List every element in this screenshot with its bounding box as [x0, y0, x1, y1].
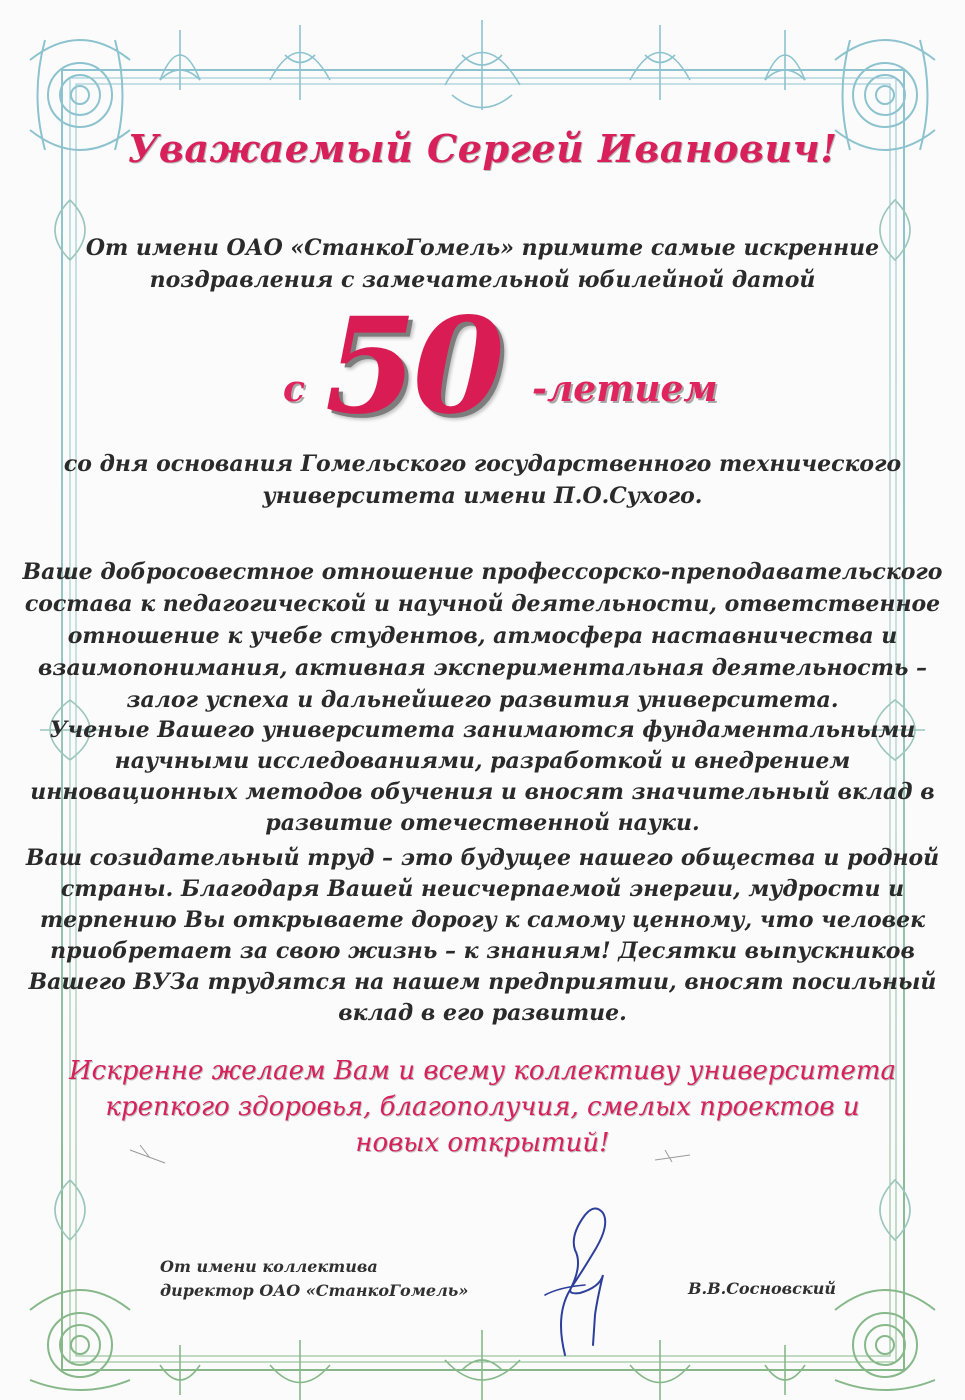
- anniversary-number: 50: [325, 289, 501, 444]
- intro-line: От имени ОАО «СтанкоГомель» примите самые искренние: [85, 235, 880, 261]
- paragraph-2: [0, 715, 965, 839]
- bottom-ornaments: [160, 1330, 805, 1400]
- top-ornaments: [160, 20, 805, 110]
- corner-ornament-bottom-right: [835, 1290, 935, 1390]
- wishes-line: Искренне желаем Вам и всему коллективу университета: [68, 1056, 897, 1086]
- signatory-title: [160, 1255, 468, 1303]
- intro-line: поздравления с замечательной юбилейной датой: [149, 267, 816, 293]
- paragraph-line: страны. Благодаря Вашей неисчерпаемой энергии, мудрости и: [60, 876, 905, 902]
- corner-ornament-bottom-left: [30, 1290, 130, 1390]
- greeting-title: Уважаемый Сергей Иванович!: [127, 126, 838, 171]
- paragraph-line: вклад в его развитие.: [338, 1000, 627, 1026]
- paragraph-line: Ваше добросовестное отношение профессорско-преподавательского: [22, 559, 943, 585]
- paragraph-line: залог успеха и дальнейшего развития университета.: [126, 687, 839, 713]
- paragraph-line: инновационных методов обучения и вносят значительный вклад в: [30, 779, 935, 805]
- paragraph-line: приобретает за свою жизнь – к знаниям! Десятки выпускников: [50, 938, 915, 964]
- paragraph-line: терпению Вы открываете дорогу к самому ценному, что человек: [40, 907, 925, 933]
- signatory-line: От имени коллектива: [160, 1257, 378, 1276]
- paragraph-line: Ваш созидательный труд – это будущее нашего общества и родной: [25, 845, 940, 871]
- paragraph-1: [0, 556, 965, 716]
- paragraph-line: отношение к учебе студентов, атмосфера наставничества и: [67, 623, 898, 649]
- signatory-line: директор ОАО «СтанкоГомель»: [160, 1281, 469, 1300]
- intro-text: [0, 232, 965, 296]
- signatory-name: В.В.Сосновский: [688, 1279, 837, 1298]
- wishes-line: новых открытий!: [355, 1128, 610, 1158]
- anniversary-suffix: -летием: [532, 368, 718, 410]
- paragraph-line: развитие отечественной науки.: [265, 810, 700, 836]
- founding-line: университета имени П.О.Сухого.: [262, 483, 703, 509]
- anniversary-prefix: с: [283, 368, 305, 410]
- paragraph-line: Ученые Вашего университета занимаются фундаментальными: [49, 717, 916, 743]
- anniversary-banner: [0, 289, 965, 444]
- wishes-text: [0, 1053, 965, 1161]
- paragraph-line: научными исследованиями, разработкой и внедрением: [114, 748, 851, 774]
- paragraph-line: состава к педагогической и научной деятельности, ответственное: [24, 591, 941, 617]
- founding-text: [0, 448, 965, 512]
- wishes-line: крепкого здоровья, благополучия, смелых проектов и: [105, 1092, 860, 1122]
- founding-line: со дня основания Гомельского государственного технического: [63, 451, 902, 477]
- handwritten-signature: [525, 1195, 645, 1365]
- paragraph-line: Вашего ВУЗа трудятся на нашем предприятии, вносят посильный: [28, 969, 937, 995]
- paragraph-3: [0, 843, 965, 1029]
- paragraph-line: взаимопонимания, активная экспериментальная деятельность –: [37, 655, 928, 681]
